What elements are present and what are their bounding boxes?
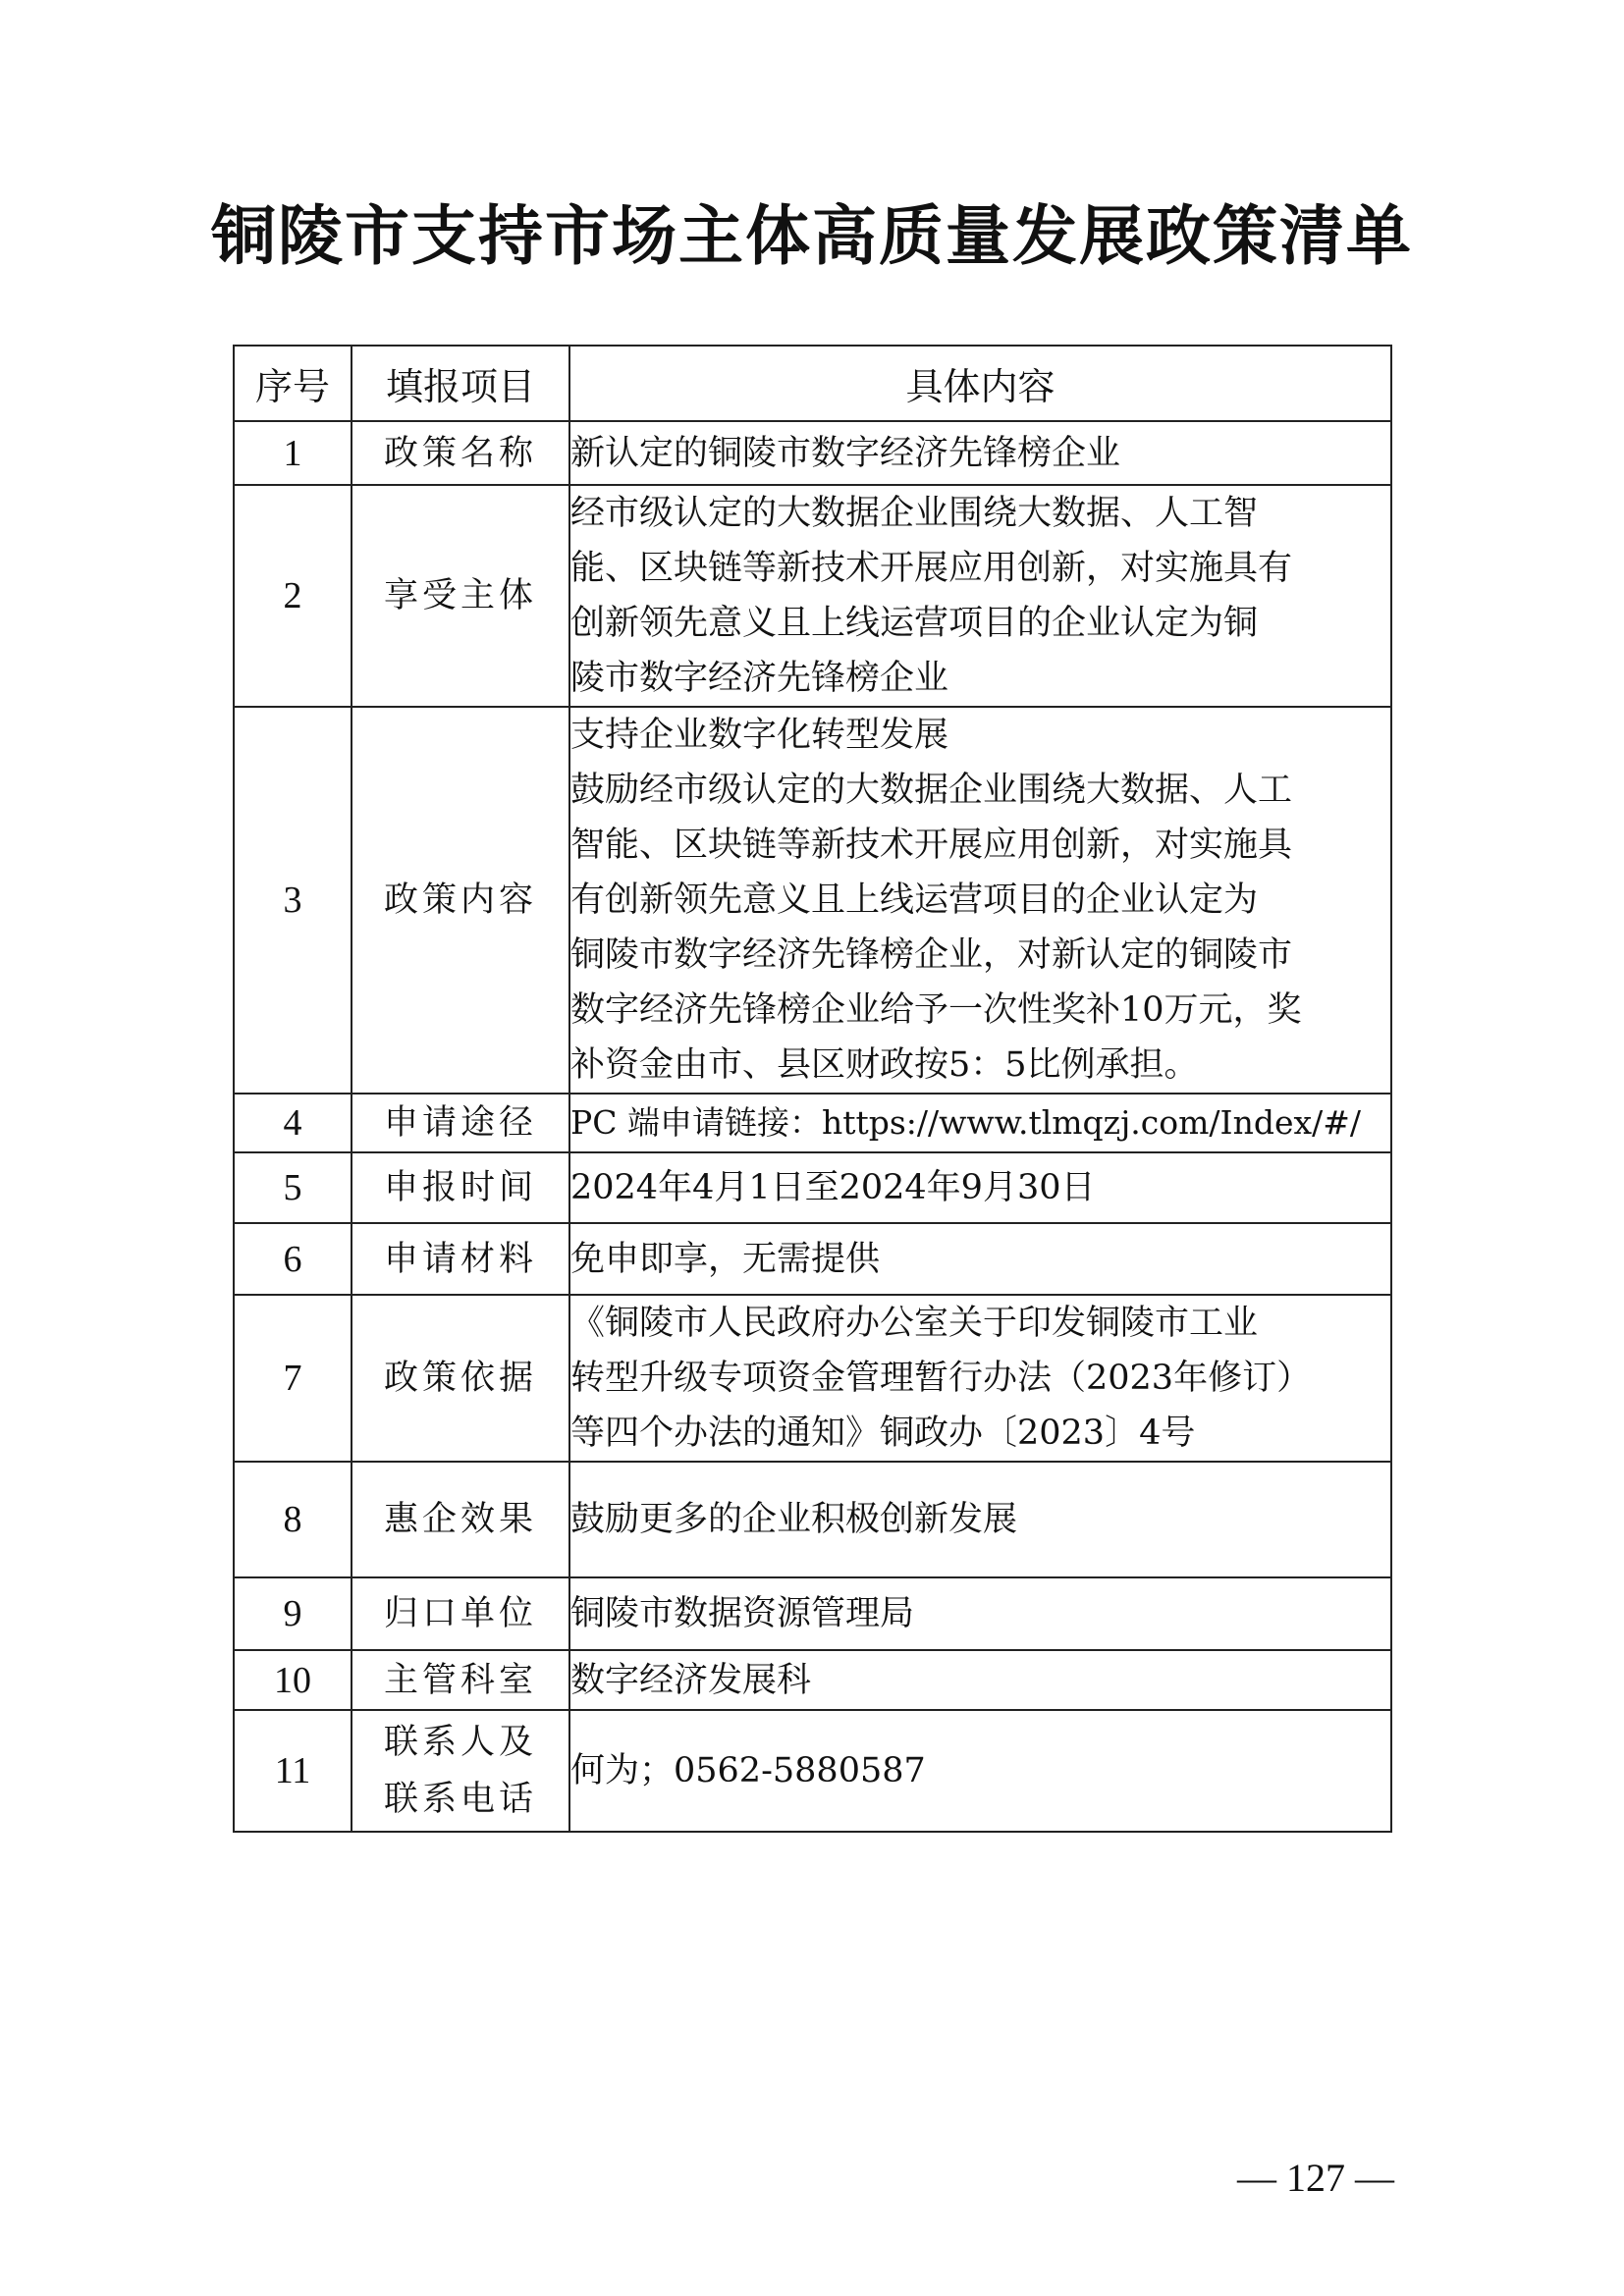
table-header-row [234, 346, 1391, 421]
row-number: 8 [234, 1462, 352, 1577]
content-line: 陵市数字经济先锋榜企业 [570, 659, 949, 698]
table-row [234, 1710, 1391, 1832]
table-row [234, 1223, 1391, 1295]
row-item: 政策依据 [352, 1295, 569, 1462]
row-item: 申请途径 [352, 1094, 569, 1152]
content-line: 免申即享，无需提供 [570, 1239, 881, 1279]
row-item: 政策名称 [352, 421, 569, 485]
content-line: 鼓励经市级认定的大数据企业围绕大数据、人工 [570, 771, 1293, 810]
table-row [234, 1295, 1391, 1462]
content-line: 数字经济先锋榜企业给予一次性奖补10万元，奖 [570, 990, 1302, 1030]
policy-table [233, 345, 1392, 1833]
content-line: 何为；0562-5880587 [570, 1751, 926, 1790]
row-content [569, 1094, 1391, 1152]
header-number: 序号 [234, 346, 352, 421]
row-item: 归口单位 [352, 1577, 569, 1650]
row-content [569, 1650, 1391, 1710]
row-number: 1 [234, 421, 352, 485]
table-row [234, 707, 1391, 1094]
row-number: 5 [234, 1152, 352, 1223]
table-row [234, 485, 1391, 707]
content-line: PC 端申请链接：https://www.tlmqzj.com/Index/#/ [570, 1103, 1361, 1142]
row-content [569, 1295, 1391, 1462]
header-item: 填报项目 [352, 346, 569, 421]
table-row [234, 1650, 1391, 1710]
row-number: 2 [234, 485, 352, 707]
content-line: 数字经济发展科 [570, 1660, 812, 1700]
content-line: 智能、区块链等新技术开展应用创新，对实施具 [570, 826, 1293, 865]
row-number: 10 [234, 1650, 352, 1710]
row-content [569, 485, 1391, 707]
header-content: 具体内容 [569, 346, 1391, 421]
content-line: 2024年4月1日至2024年9月30日 [570, 1168, 1096, 1207]
content-line: 鼓励更多的企业积极创新发展 [570, 1500, 1018, 1539]
table-row [234, 1577, 1391, 1650]
row-number: 11 [234, 1710, 352, 1832]
content-line: 铜陵市数字经济先锋榜企业，对新认定的铜陵市 [570, 935, 1293, 975]
content-line: 创新领先意义且上线运营项目的企业认定为铜 [570, 604, 1259, 643]
table-row [234, 1462, 1391, 1577]
row-number: 6 [234, 1223, 352, 1295]
row-item [352, 1710, 569, 1832]
row-number: 9 [234, 1577, 352, 1650]
content-line: 转型升级专项资金管理暂行办法（2023年修订） [570, 1359, 1312, 1398]
row-content [569, 707, 1391, 1094]
row-item: 主管科室 [352, 1650, 569, 1710]
row-item: 申请材料 [352, 1223, 569, 1295]
table-row [234, 1152, 1391, 1223]
row-content [569, 421, 1391, 485]
content-line: 新认定的铜陵市数字经济先锋榜企业 [570, 433, 1121, 473]
row-item: 惠企效果 [352, 1462, 569, 1577]
page-number: — 127 — [1237, 2156, 1394, 2200]
content-line: 经市级认定的大数据企业围绕大数据、人工智 [570, 494, 1259, 533]
content-line: 等四个办法的通知》铜政办〔2023〕4号 [570, 1414, 1196, 1453]
table-row [234, 1094, 1391, 1152]
content-line: 有创新领先意义且上线运营项目的企业认定为 [570, 881, 1259, 920]
row-item: 申报时间 [352, 1152, 569, 1223]
row-content [569, 1223, 1391, 1295]
row-content [569, 1577, 1391, 1650]
row-content [569, 1152, 1391, 1223]
item-line: 联系电话 [383, 1780, 537, 1819]
content-line: 铜陵市数据资源管理局 [570, 1594, 915, 1633]
row-content [569, 1710, 1391, 1832]
table-row [234, 421, 1391, 485]
document-title: 铜陵市支持市场主体高质量发展政策清单 [211, 197, 1413, 274]
row-item: 政策内容 [352, 707, 569, 1094]
row-content [569, 1462, 1391, 1577]
row-item: 享受主体 [352, 485, 569, 707]
content-line: 《铜陵市人民政府办公室关于印发铜陵市工业 [570, 1304, 1259, 1343]
row-number: 7 [234, 1295, 352, 1462]
row-number: 3 [234, 707, 352, 1094]
content-line: 支持企业数字化转型发展 [570, 716, 949, 755]
row-number: 4 [234, 1094, 352, 1152]
content-line: 补资金由市、县区财政按5：5比例承担。 [570, 1045, 1199, 1085]
item-line: 联系人及 [383, 1723, 537, 1762]
content-line: 能、区块链等新技术开展应用创新，对实施具有 [570, 549, 1293, 588]
